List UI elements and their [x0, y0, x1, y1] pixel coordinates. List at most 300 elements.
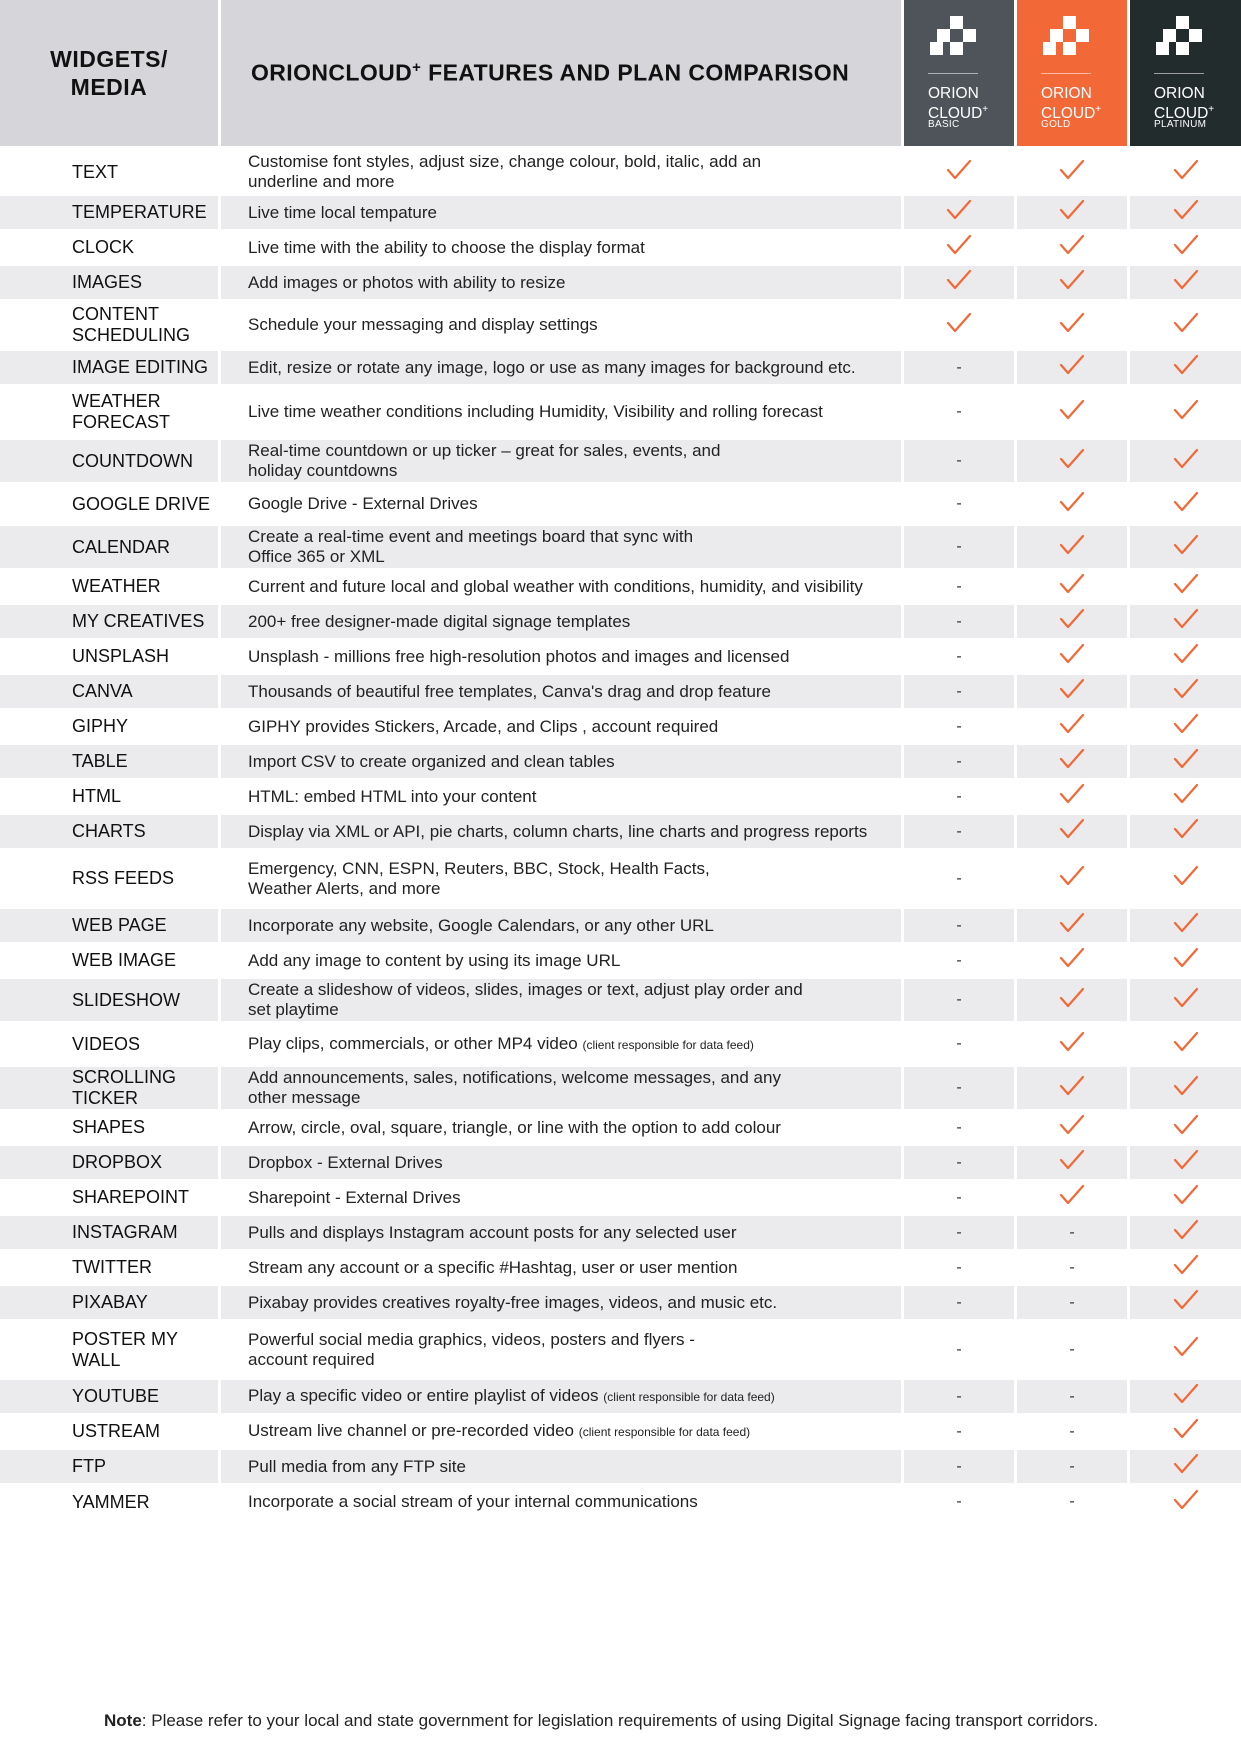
check-icon [1059, 1149, 1085, 1176]
feature-description: Arrow, circle, oval, square, triangle, or line with the option to add colour [248, 1117, 781, 1137]
plan-cell-platinum [1130, 1216, 1241, 1249]
check-icon [1173, 608, 1199, 635]
table-row [0, 815, 1241, 850]
table-row [0, 1216, 1241, 1251]
plan-cell-basic [904, 675, 1014, 708]
check-icon [1173, 199, 1199, 226]
dash-icon: - [956, 822, 962, 840]
plan-cell-platinum [1130, 570, 1241, 603]
table-row [0, 351, 1241, 386]
dash-icon: - [956, 1340, 962, 1358]
feature-description: Create a slideshow of videos, slides, images or text, adjust play order and set playtime [221, 979, 901, 1021]
footnote [104, 1711, 1098, 1731]
plan-cell-gold [1017, 745, 1127, 778]
feature-description: Add announcements, sales, notifications, welcome messages, and any other message [221, 1067, 901, 1109]
dash-icon: - [956, 1387, 962, 1405]
plan-cell-basic [904, 1067, 1014, 1109]
plan-cell-basic [904, 850, 1014, 907]
dash-icon: - [956, 1079, 962, 1096]
plan-cell-platinum [1130, 440, 1241, 482]
table-row [0, 1450, 1241, 1485]
section-label-cell [0, 0, 218, 146]
check-icon [1059, 643, 1085, 670]
plan-cell-gold [1017, 1146, 1127, 1179]
table-row [0, 526, 1241, 570]
table-row [0, 850, 1241, 909]
dash-icon: - [956, 951, 962, 969]
check-icon [1173, 865, 1199, 892]
plan-cell-platinum [1130, 745, 1241, 778]
feature-description: 200+ free designer-made digital signage templates [221, 605, 901, 638]
table-row [0, 231, 1241, 266]
dash-icon: - [1069, 1340, 1075, 1358]
plan-header-platinum [1130, 0, 1241, 146]
plan-name: ORION CLOUD+ [928, 85, 989, 123]
check-icon [1173, 643, 1199, 670]
check-icon [1059, 312, 1085, 339]
feature-description: Stream any account or a specific #Hashtag, user or user mention [248, 1257, 738, 1277]
dash-icon: - [956, 1188, 962, 1206]
feature-name: GOOGLE DRIVE [72, 493, 211, 514]
table-row [0, 1415, 1241, 1450]
check-icon [1173, 987, 1199, 1014]
table-row [0, 944, 1241, 979]
table-row [0, 675, 1241, 710]
feature-name: IMAGE EDITING [0, 351, 218, 384]
feature-name: USTREAM [72, 1421, 161, 1441]
plan-cell-platinum [1130, 710, 1241, 743]
dash-icon: - [1069, 1223, 1075, 1241]
plan-cell-gold [1017, 266, 1127, 299]
feature-name: CHARTS [0, 815, 218, 848]
plan-cell-basic [904, 196, 1014, 229]
feature-description: Incorporate a social stream of your internal communications [248, 1492, 698, 1511]
table-row [0, 1485, 1241, 1521]
plan-cell-gold [1017, 1251, 1127, 1284]
plan-cell-platinum [1130, 909, 1241, 942]
check-icon [1059, 865, 1085, 892]
plan-cell-basic [904, 1415, 1014, 1448]
check-icon [1173, 713, 1199, 740]
check-icon [1059, 748, 1085, 775]
feature-name: YAMMER [72, 1491, 150, 1512]
dash-icon: - [956, 1223, 962, 1241]
plan-cell-gold [1017, 1286, 1127, 1319]
check-icon [1059, 269, 1085, 296]
plan-tier: PLATINUM [1154, 119, 1207, 130]
check-icon [1059, 1031, 1085, 1058]
plan-cell-platinum [1130, 944, 1241, 977]
table-row [0, 570, 1241, 605]
check-icon [1173, 1453, 1199, 1480]
check-icon [946, 234, 972, 261]
plan-cell-basic [904, 351, 1014, 384]
check-icon [1173, 1149, 1199, 1176]
section-label: WIDGETS/ MEDIA [50, 46, 168, 100]
plan-cell-gold [1017, 484, 1127, 524]
dash-icon: - [956, 495, 962, 512]
check-icon [1059, 234, 1085, 261]
plan-cell-platinum [1130, 1111, 1241, 1144]
plan-tier: BASIC [928, 119, 960, 130]
plan-cell-basic [904, 909, 1014, 942]
plan-cell-basic [904, 386, 1014, 438]
plan-cell-gold [1017, 605, 1127, 638]
table-row [0, 1380, 1241, 1415]
plan-cell-gold [1017, 850, 1127, 907]
orion-logo-icon [930, 16, 975, 61]
feature-description: Pixabay provides creatives royalty-free images, videos, and music etc. [221, 1286, 901, 1319]
feature-name: WEATHER [72, 576, 161, 596]
dash-icon: - [956, 1118, 962, 1136]
plan-cell-gold [1017, 979, 1127, 1021]
page-title: ORIONCLOUD+ FEATURES AND PLAN COMPARISON [251, 59, 850, 86]
dash-icon: - [956, 1493, 962, 1510]
plan-cell-platinum [1130, 351, 1241, 384]
feature-description: Google Drive - External Drives [248, 494, 478, 513]
plan-cell-platinum [1130, 301, 1241, 349]
table-row [0, 1023, 1241, 1067]
dash-icon: - [956, 403, 962, 420]
check-icon [1173, 678, 1199, 705]
check-icon [1059, 534, 1085, 561]
orion-logo-icon [1043, 16, 1088, 61]
plan-header-gold [1017, 0, 1127, 146]
check-icon [1059, 1184, 1085, 1211]
plan-cell-platinum [1130, 1450, 1241, 1483]
plan-cell-platinum [1130, 1380, 1241, 1413]
feature-description: Schedule your messaging and display settings [248, 315, 598, 334]
table-row [0, 301, 1241, 351]
plan-cell-platinum [1130, 1321, 1241, 1378]
feature-description: Unsplash - millions free high-resolution photos and images and licensed [248, 646, 790, 666]
dash-icon: - [956, 1258, 962, 1276]
note-text: : Please refer to your local and state government for legislation requirements of using Digital Signage facing transport corridors. [141, 1711, 1099, 1730]
dash-icon: - [1069, 1293, 1075, 1311]
plan-cell-platinum [1130, 675, 1241, 708]
check-icon [1173, 1254, 1199, 1281]
feature-description: Live time local tempature [221, 196, 901, 229]
check-icon [1173, 818, 1199, 845]
check-icon [1173, 1336, 1199, 1363]
dash-icon: - [956, 682, 962, 700]
plan-cell-basic [904, 815, 1014, 848]
check-icon [1173, 1184, 1199, 1211]
title-cell [221, 0, 901, 146]
plan-cell-gold [1017, 301, 1127, 349]
feature-name: CLOCK [72, 237, 135, 257]
plan-cell-basic [904, 1380, 1014, 1413]
check-icon [1173, 1031, 1199, 1058]
dash-icon: - [1069, 1457, 1075, 1475]
check-icon [1059, 491, 1085, 518]
plan-cell-gold [1017, 1321, 1127, 1378]
feature-description: Pull media from any FTP site [221, 1450, 901, 1483]
check-icon [1173, 1418, 1199, 1445]
feature-description: Sharepoint - External Drives [248, 1187, 461, 1207]
header [0, 0, 1241, 146]
check-icon [1173, 448, 1199, 475]
check-icon [1173, 534, 1199, 561]
plan-cell-platinum [1130, 1146, 1241, 1179]
feature-name: SCROLLING TICKER [0, 1067, 218, 1109]
plan-cell-gold [1017, 1023, 1127, 1065]
plan-cell-gold [1017, 1111, 1127, 1144]
feature-name: WEATHER FORECAST [72, 391, 171, 432]
feature-description: Add images or photos with ability to resize [221, 266, 901, 299]
check-icon [1173, 399, 1199, 426]
table-row [0, 1251, 1241, 1286]
plan-cell-platinum [1130, 1067, 1241, 1109]
feature-description: Live time with the ability to choose the display format [248, 237, 645, 257]
check-icon [946, 159, 972, 186]
dash-icon: - [956, 452, 962, 469]
feature-description: Play clips, commercials, or other MP4 video (client responsible for data feed) [248, 1033, 754, 1053]
plan-cell-basic [904, 979, 1014, 1021]
plan-cell-basic [904, 150, 1014, 194]
table-row [0, 640, 1241, 675]
feature-description: Emergency, CNN, ESPN, Reuters, BBC, Stock, Health Facts, Weather Alerts, and more [248, 858, 710, 898]
check-icon [1173, 312, 1199, 339]
check-icon [1059, 399, 1085, 426]
table-row [0, 1146, 1241, 1181]
check-icon [1173, 1489, 1199, 1516]
table-row [0, 979, 1241, 1023]
check-icon [1173, 491, 1199, 518]
dash-icon: - [956, 752, 962, 770]
feature-name: IMAGES [0, 266, 218, 299]
plan-cell-basic [904, 1485, 1014, 1519]
feature-description: Play a specific video or entire playlist of videos (client responsible for data feed) [221, 1380, 901, 1413]
dash-icon: - [1069, 1422, 1075, 1440]
plan-cell-platinum [1130, 484, 1241, 524]
table-row [0, 1321, 1241, 1380]
plan-cell-gold [1017, 526, 1127, 568]
feature-name: TWITTER [72, 1257, 152, 1277]
feature-name: MY CREATIVES [0, 605, 218, 638]
note-label: Note [104, 1711, 142, 1730]
feature-description: Ustream live channel or pre-recorded video (client responsible for data feed) [248, 1421, 751, 1440]
plan-cell-platinum [1130, 1286, 1241, 1319]
feature-name: FTP [0, 1450, 218, 1483]
table-row [0, 909, 1241, 944]
plan-name: ORION CLOUD+ [1154, 85, 1215, 123]
feature-description: Display via XML or API, pie charts, column charts, line charts and progress reports [221, 815, 901, 848]
feature-description: Edit, resize or rotate any image, logo or use as many images for background etc. [221, 351, 901, 384]
check-icon [1173, 573, 1199, 600]
plan-cell-gold [1017, 231, 1127, 264]
feature-name: WEB PAGE [0, 909, 218, 942]
feature-description: Powerful social media graphics, videos, posters and flyers - account required [248, 1329, 695, 1369]
check-icon [1173, 947, 1199, 974]
dash-icon: - [956, 916, 962, 934]
check-icon [1173, 269, 1199, 296]
plan-cell-gold [1017, 1216, 1127, 1249]
plan-cell-basic [904, 1111, 1014, 1144]
feature-description: Current and future local and global weather with conditions, humidity, and visibility [248, 576, 863, 596]
check-icon [1173, 1075, 1199, 1102]
check-icon [1173, 1114, 1199, 1141]
plan-cell-gold [1017, 150, 1127, 194]
plan-cell-basic [904, 780, 1014, 813]
check-icon [1059, 818, 1085, 845]
plan-cell-platinum [1130, 979, 1241, 1021]
table-row [0, 484, 1241, 526]
plan-cell-platinum [1130, 196, 1241, 229]
plan-cell-basic [904, 1251, 1014, 1284]
table-row [0, 150, 1241, 196]
plan-cell-basic [904, 266, 1014, 299]
check-icon [1059, 1075, 1085, 1102]
feature-name: SLIDESHOW [0, 979, 218, 1021]
plan-cell-platinum [1130, 1415, 1241, 1448]
plan-header-basic [904, 0, 1014, 146]
dash-icon: - [956, 612, 962, 630]
check-icon [1059, 912, 1085, 939]
feature-description: Import CSV to create organized and clean tables [221, 745, 901, 778]
table-row [0, 440, 1241, 484]
plan-cell-platinum [1130, 640, 1241, 673]
plan-cell-basic [904, 1450, 1014, 1483]
divider [1041, 73, 1091, 74]
feature-name: TABLE [0, 745, 218, 778]
table-row [0, 266, 1241, 301]
plan-tier: GOLD [1041, 119, 1071, 130]
feature-name: SHAREPOINT [72, 1187, 190, 1207]
plan-cell-basic [904, 231, 1014, 264]
check-icon [1059, 448, 1085, 475]
check-icon [1059, 947, 1085, 974]
plan-cell-gold [1017, 440, 1127, 482]
check-icon [946, 312, 972, 339]
plan-cell-basic [904, 1216, 1014, 1249]
plan-cell-gold [1017, 815, 1127, 848]
table-row [0, 605, 1241, 640]
dash-icon: - [956, 787, 962, 805]
check-icon [1173, 354, 1199, 381]
plan-cell-gold [1017, 640, 1127, 673]
plan-cell-gold [1017, 1485, 1127, 1519]
feature-description: Pulls and displays Instagram account posts for any selected user [221, 1216, 901, 1249]
feature-name: GIPHY [72, 716, 129, 736]
feature-name: DROPBOX [0, 1146, 218, 1179]
dash-icon: - [1069, 1258, 1075, 1276]
plan-cell-basic [904, 640, 1014, 673]
feature-description: Incorporate any website, Google Calendars, or any other URL [221, 909, 901, 942]
dash-icon: - [956, 538, 962, 555]
plan-cell-platinum [1130, 231, 1241, 264]
plan-cell-platinum [1130, 1251, 1241, 1284]
plan-cell-basic [904, 1321, 1014, 1378]
feature-name: WEB IMAGE [72, 950, 177, 970]
feature-description: Dropbox - External Drives [221, 1146, 901, 1179]
plan-cell-gold [1017, 1450, 1127, 1483]
plan-cell-gold [1017, 1415, 1127, 1448]
plan-cell-basic [904, 710, 1014, 743]
feature-name: TEMPERATURE [0, 196, 218, 229]
check-icon [946, 269, 972, 296]
orion-logo-icon [1156, 16, 1201, 61]
table-row [0, 710, 1241, 745]
table-row [0, 1181, 1241, 1216]
plan-cell-platinum [1130, 150, 1241, 194]
plan-cell-gold [1017, 1067, 1127, 1109]
check-icon [1173, 1289, 1199, 1316]
feature-description: Customise font styles, adjust size, change colour, bold, italic, add an underline and more [248, 152, 762, 191]
feature-description: Live time weather conditions including Humidity, Visibility and rolling forecast [248, 402, 823, 421]
table-row [0, 745, 1241, 780]
check-icon [1173, 234, 1199, 261]
feature-name: SHAPES [72, 1117, 146, 1137]
table-row [0, 196, 1241, 231]
feature-description: Create a real-time event and meetings board that sync with Office 365 or XML [221, 526, 901, 568]
table-row [0, 386, 1241, 440]
table-row [0, 1067, 1241, 1111]
plan-cell-platinum [1130, 815, 1241, 848]
plan-cell-basic [904, 1146, 1014, 1179]
dash-icon: - [956, 991, 962, 1008]
plan-cell-platinum [1130, 605, 1241, 638]
dash-icon: - [956, 1422, 962, 1440]
check-icon [1173, 783, 1199, 810]
plan-cell-platinum [1130, 850, 1241, 907]
dash-icon: - [1069, 1493, 1075, 1510]
check-icon [1173, 748, 1199, 775]
feature-name: UNSPLASH [72, 646, 170, 666]
feature-name: CONTENT SCHEDULING [72, 304, 191, 345]
check-icon [1059, 608, 1085, 635]
plan-cell-platinum [1130, 1181, 1241, 1214]
plan-cell-gold [1017, 710, 1127, 743]
dash-icon: - [956, 717, 962, 735]
table-row [0, 1286, 1241, 1321]
feature-name: INSTAGRAM [0, 1216, 218, 1249]
plan-cell-platinum [1130, 266, 1241, 299]
dash-icon: - [956, 358, 962, 376]
plan-cell-basic [904, 1023, 1014, 1065]
plan-cell-gold [1017, 386, 1127, 438]
feature-name: POSTER MY WALL [72, 1328, 179, 1370]
check-icon [1173, 1219, 1199, 1246]
feature-name: VIDEOS [72, 1033, 141, 1054]
dash-icon: - [1069, 1387, 1075, 1405]
dash-icon: - [956, 647, 962, 665]
feature-name: YOUTUBE [0, 1380, 218, 1413]
plan-cell-gold [1017, 780, 1127, 813]
check-icon [1173, 159, 1199, 186]
plan-cell-basic [904, 484, 1014, 524]
feature-name: CANVA [0, 675, 218, 708]
plan-cell-basic [904, 440, 1014, 482]
plan-cell-gold [1017, 570, 1127, 603]
feature-description: Thousands of beautiful free templates, Canva's drag and drop feature [221, 675, 901, 708]
check-icon [1059, 573, 1085, 600]
check-icon [1059, 713, 1085, 740]
dash-icon: - [956, 869, 962, 887]
plan-cell-platinum [1130, 386, 1241, 438]
check-icon [1059, 1114, 1085, 1141]
plan-cell-gold [1017, 675, 1127, 708]
plan-cell-platinum [1130, 780, 1241, 813]
feature-name: CALENDAR [0, 526, 218, 568]
plan-cell-gold [1017, 944, 1127, 977]
check-icon [1173, 912, 1199, 939]
check-icon [1059, 987, 1085, 1014]
check-icon [1059, 678, 1085, 705]
plan-cell-basic [904, 570, 1014, 603]
feature-description: Real-time countdown or up ticker – great for sales, events, and holiday countdowns [221, 440, 901, 482]
plan-cell-basic [904, 1286, 1014, 1319]
